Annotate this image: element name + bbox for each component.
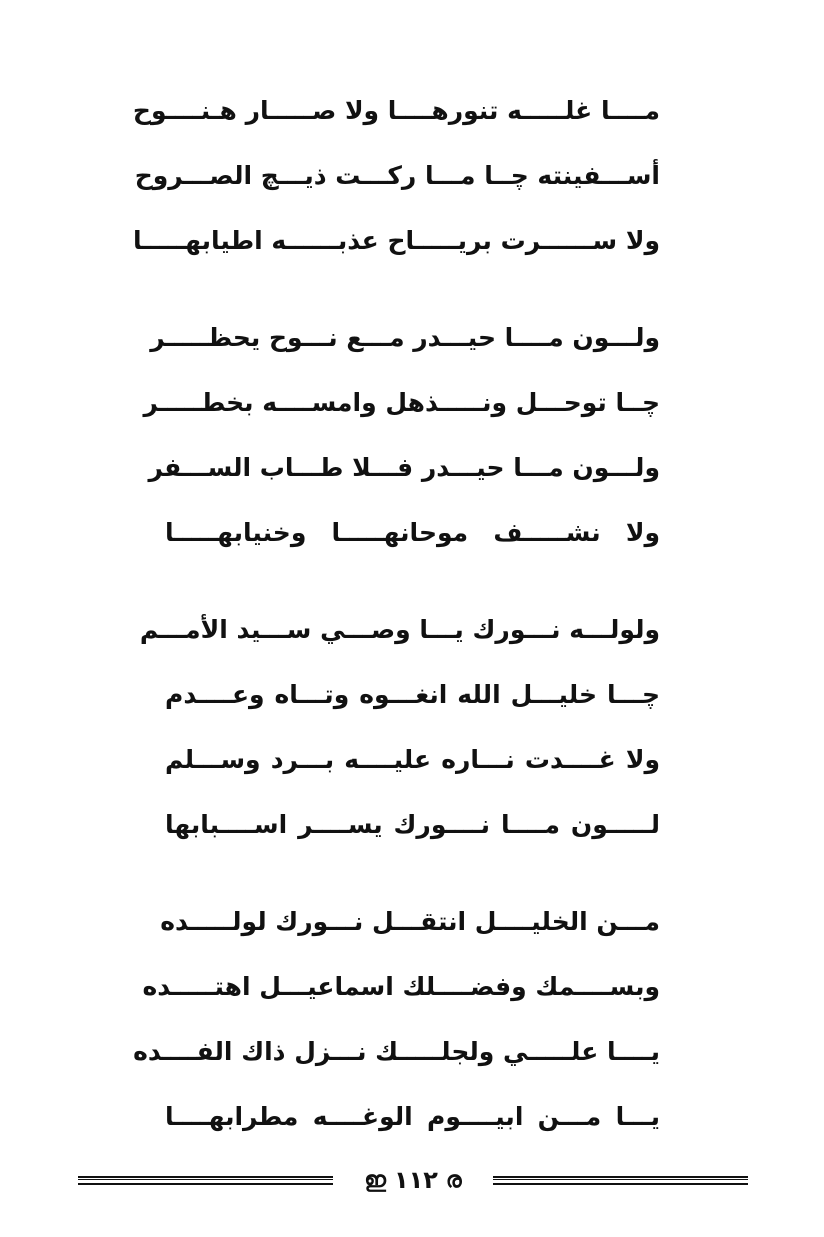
verse-line: ولولـــه نـــورك يـــا وصـــي ســـيد الأمـــم [139,615,660,644]
verse-line: أســـفينته چــا مـــا ركـــت ذيـــچ الصـــروح [134,161,660,190]
verse-line: ولـــون مـــا حيـــدر فـــلا طـــاب الســـفر [148,453,660,482]
page-marker [364,1166,461,1194]
verse-line: ولا ســــــرت بريـــــاح عذبــــــه اطيابهـــــا [132,226,660,255]
ornament-right-icon: ര [445,1167,462,1193]
page-number: ١١٢ [393,1166,438,1194]
poem [132,78,660,1181]
verse-line: ولا نشـــــف موحانهـــــا وخنيابهـــــا [165,518,660,547]
verse-line: مــــا غلـــــه تنورهــــا ولا صـــــار هـنــــوح [132,96,660,125]
ornament-left-icon: ഇ [364,1167,386,1193]
verse-line: لـــــون مــــا نــــورك يســــر اســــبابها [165,810,660,839]
stanza-2 [143,305,660,565]
page-footer [78,1162,748,1198]
stanza-3 [139,597,660,857]
verse-line: ولا غــــدت نـــاره عليــــه بـــرد وســـلم [165,745,660,774]
verse-line: چـــا خليـــل الله انغـــوه وتـــاه وعــــدم [165,680,660,709]
stanza-4 [133,889,660,1149]
verse-line: يــــا علـــــي ولجلـــــك نـــزل ذاك الفــــده [133,1037,660,1066]
verse-line: چــا توحـــل ونـــــذهل وامســــه بخطـــــر [143,388,660,417]
stanza-1 [132,78,660,273]
verse-line: وبســــمك وفضــــلك اسماعيـــل اهتـــــده [142,972,660,1001]
verse-line: ولـــون مــــا حيـــدر مـــع نـــوح يحظـــــر [150,323,660,352]
footer-rule-left [78,1176,333,1185]
verse-line: مـــن الخليــــل انتقـــل نـــورك لولـــــده [160,907,660,936]
verse-line: يـــا مـــن ابيــــوم الوغــــه مطرابهــــا [165,1102,660,1131]
footer-rule-right [493,1176,748,1185]
